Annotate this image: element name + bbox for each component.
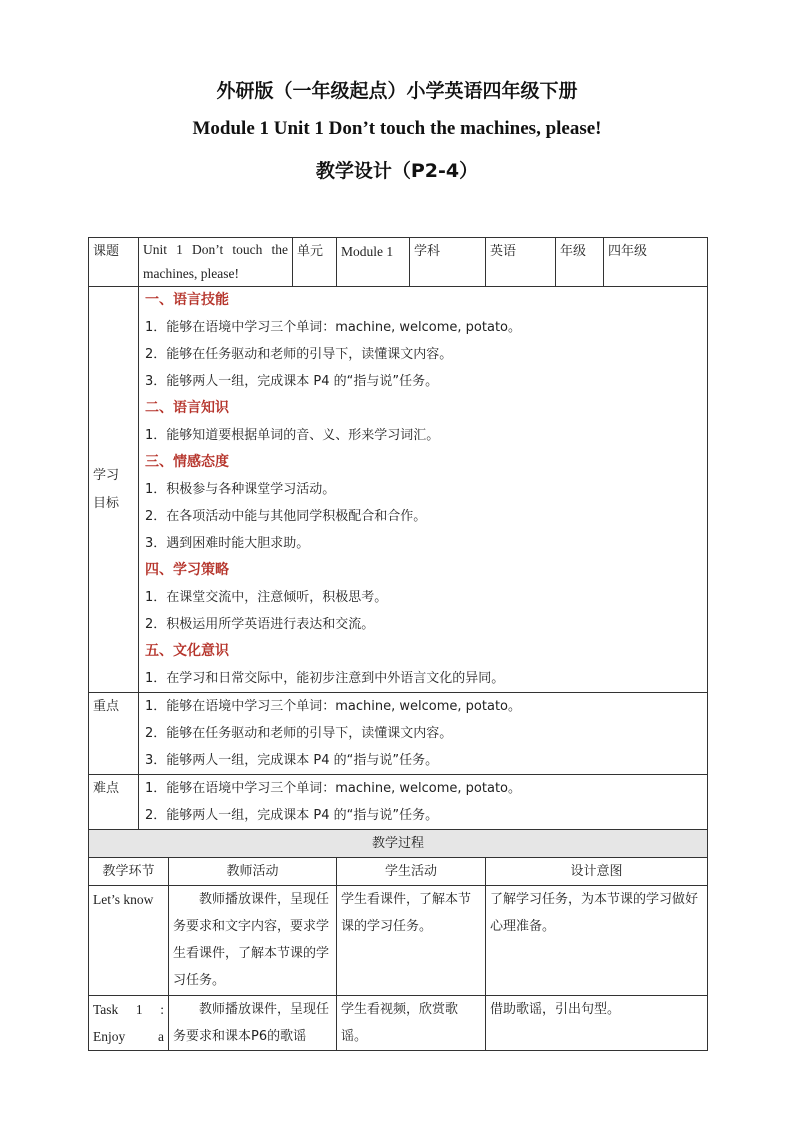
process-row (89, 886, 708, 996)
process-teacher-activity: 教师播放课件，呈现任务要求和文字内容，要求学生看课件，了解本节课的学习任务。 (169, 886, 337, 996)
difficult-points-row (89, 775, 708, 830)
process-header-row (89, 858, 708, 886)
key-points-label: 重点 (89, 693, 139, 775)
process-title-row (89, 830, 708, 858)
process-student-activity: 学生看课件，了解本节课的学习任务。 (337, 886, 486, 996)
col-header-stage: 教学环节 (89, 858, 169, 886)
grade-value: 四年级 (604, 238, 708, 287)
key-points-row (89, 693, 708, 775)
objective-item: 1．在学习和日常交际中，能初步注意到中外语言文化的异同。 (145, 671, 505, 686)
section-heading: 五、文化意识 (145, 643, 229, 659)
unit-label: 单元 (293, 238, 337, 287)
process-row (89, 996, 708, 1051)
process-stage: Let’s know (89, 886, 169, 996)
objectives-row (89, 287, 708, 693)
difficult-points-content (139, 775, 708, 830)
objectives-label-line1: 学习 (93, 467, 120, 483)
lesson-plan-table (88, 237, 708, 1051)
key-points-content (139, 693, 708, 775)
key-point-item: 3．能够两人一组，完成课本 P4 的“指与说”任务。 (145, 753, 439, 768)
objectives-label-line2: 目标 (93, 495, 120, 511)
lesson-title: Module 1 Unit 1 Don’t touch the machines, please! (192, 118, 602, 139)
objective-item: 1．在课堂交流中，注意倾听，积极思考。 (145, 590, 388, 605)
process-stage (89, 996, 169, 1051)
process-design-intent: 借助歌谣，引出句型。 (486, 996, 708, 1051)
objective-item: 1．积极参与各种课堂学习活动。 (145, 482, 336, 497)
process-design-intent: 了解学习任务，为本节课的学习做好心理准备。 (486, 886, 708, 996)
subject-value: 英语 (486, 238, 556, 287)
col-header-intent: 设计意图 (486, 858, 708, 886)
difficult-point-item: 1．能够在语境中学习三个单词：machine, welcome, potato。 (145, 781, 521, 796)
info-row (89, 238, 708, 287)
key-point-item: 1．能够在语境中学习三个单词：machine, welcome, potato。 (145, 699, 521, 714)
process-title: 教学过程 (89, 830, 708, 858)
topic-value (139, 238, 293, 287)
difficult-point-item: 2．能够两人一组，完成课本 P4 的“指与说”任务。 (145, 808, 439, 823)
objective-item: 1．能够在语境中学习三个单词：machine, welcome, potato。 (145, 320, 521, 335)
topic-label: 课题 (89, 238, 139, 287)
objectives-label (89, 287, 139, 693)
objective-item: 2．在各项活动中能与其他同学积极配合和合作。 (145, 509, 427, 524)
topic-value-line1: Unit 1 Don’t touch the (143, 242, 288, 257)
topic-value-line2: machines, please! (143, 266, 239, 281)
process-stage-line1: Task 1 : (93, 1002, 164, 1017)
key-point-item: 2．能够在任务驱动和老师的引导下，读懂课文内容。 (145, 726, 453, 741)
difficult-points-label: 难点 (89, 775, 139, 830)
section-heading: 三、情感态度 (145, 454, 229, 470)
objective-item: 3．能够两人一组，完成课本 P4 的“指与说”任务。 (145, 374, 439, 389)
section-heading: 二、语言知识 (145, 400, 229, 416)
process-student-activity: 学生看视频，欣赏歌谣。 (337, 996, 486, 1051)
objectives-content (139, 287, 708, 693)
grade-label: 年级 (556, 238, 604, 287)
objective-item: 3．遇到困难时能大胆求助。 (145, 536, 310, 551)
unit-value: Module 1 (337, 238, 410, 287)
design-subtitle: 教学设计（P2-4） (315, 160, 479, 182)
subject-label: 学科 (410, 238, 486, 287)
objective-item: 2．能够在任务驱动和老师的引导下，读懂课文内容。 (145, 347, 453, 362)
objective-item: 2．积极运用所学英语进行表达和交流。 (145, 617, 375, 632)
process-teacher-activity: 教师播放课件，呈现任务要求和课本P6的歌谣 (169, 996, 337, 1051)
col-header-teacher: 教师活动 (169, 858, 337, 886)
section-heading: 四、学习策略 (145, 562, 229, 578)
document-title: 外研版（一年级起点）小学英语四年级下册 (216, 80, 578, 102)
col-header-student: 学生活动 (337, 858, 486, 886)
section-heading: 一、语言技能 (145, 292, 229, 308)
objective-item: 1．能够知道要根据单词的音、义、形来学习词汇。 (145, 428, 440, 443)
process-stage-line2: Enjoy a (93, 1029, 164, 1044)
